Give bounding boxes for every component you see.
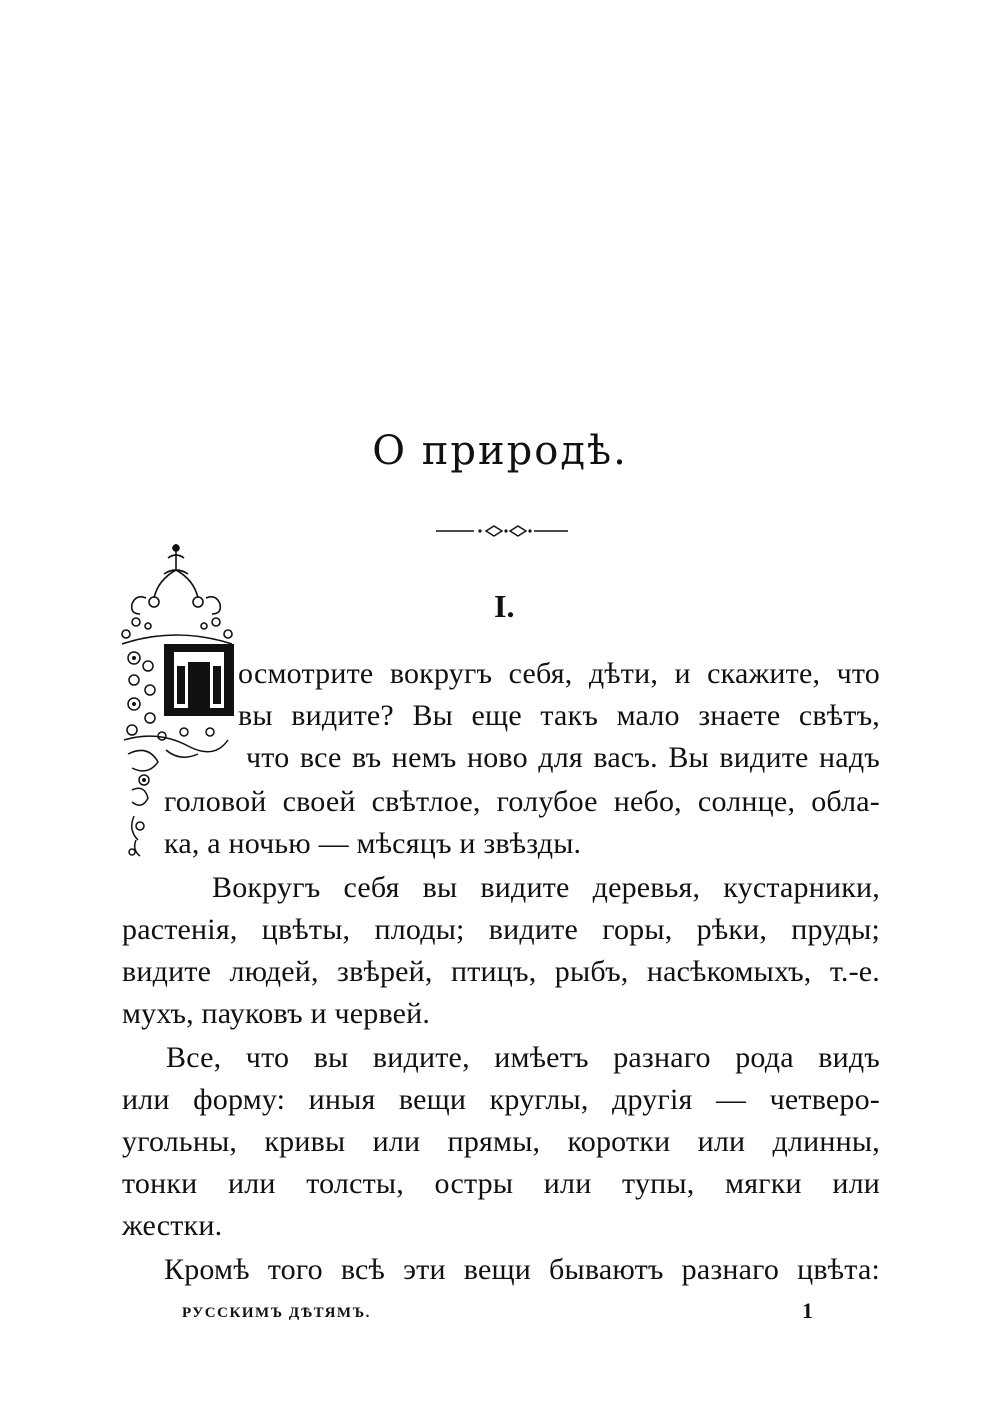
- text-line-5: ка, а ночью — мѣсяцъ и звѣзды.: [164, 827, 582, 860]
- ornamental-divider: [434, 522, 570, 540]
- chapter-number: I.: [494, 588, 515, 624]
- text-line-4: головой своей свѣтлое, голубое небо, солнце, обла-: [164, 785, 880, 818]
- text-line-12: угольны, кривы или прямы, коротки или длинны,: [122, 1125, 880, 1158]
- text-line-1: осмотрите вокругъ себя, дѣти, и скажите, что: [238, 657, 880, 690]
- text-line-8: видите людей, звѣрей, птицъ, рыбъ, насѣкомыхъ, т.-е.: [122, 955, 880, 988]
- text-line-11: или форму: иныя вещи круглы, другія — четверо-: [122, 1083, 880, 1116]
- running-footer-title: РУССКИМЪ ДѢТЯМЪ.: [182, 1305, 371, 1321]
- text-line-2: вы видите? Вы еще такъ мало знаете свѣтъ,: [238, 699, 880, 732]
- text-line-10: Все, что вы видите, имѣетъ разнаго рода видъ: [166, 1041, 880, 1074]
- text-line-15: Кромѣ того всѣ эти вещи бываютъ разнаго цвѣта:: [164, 1253, 880, 1286]
- page-number: 1: [802, 1298, 813, 1323]
- text-line-6: Вокругъ себя вы видите деревья, кустарники,: [212, 871, 880, 904]
- text-line-3: что все въ немъ ново для васъ. Вы видите надъ: [246, 741, 880, 774]
- text-line-13: тонки или толсты, остры или тупы, мягки или: [122, 1167, 880, 1200]
- text-line-14: жестки.: [122, 1209, 223, 1242]
- chapter-title: О природѣ.: [372, 428, 628, 474]
- text-line-9: мухъ, пауковъ и червей.: [122, 997, 431, 1030]
- text-line-7: растенія, цвѣты, плоды; видите горы, рѣки, пруды;: [122, 913, 880, 946]
